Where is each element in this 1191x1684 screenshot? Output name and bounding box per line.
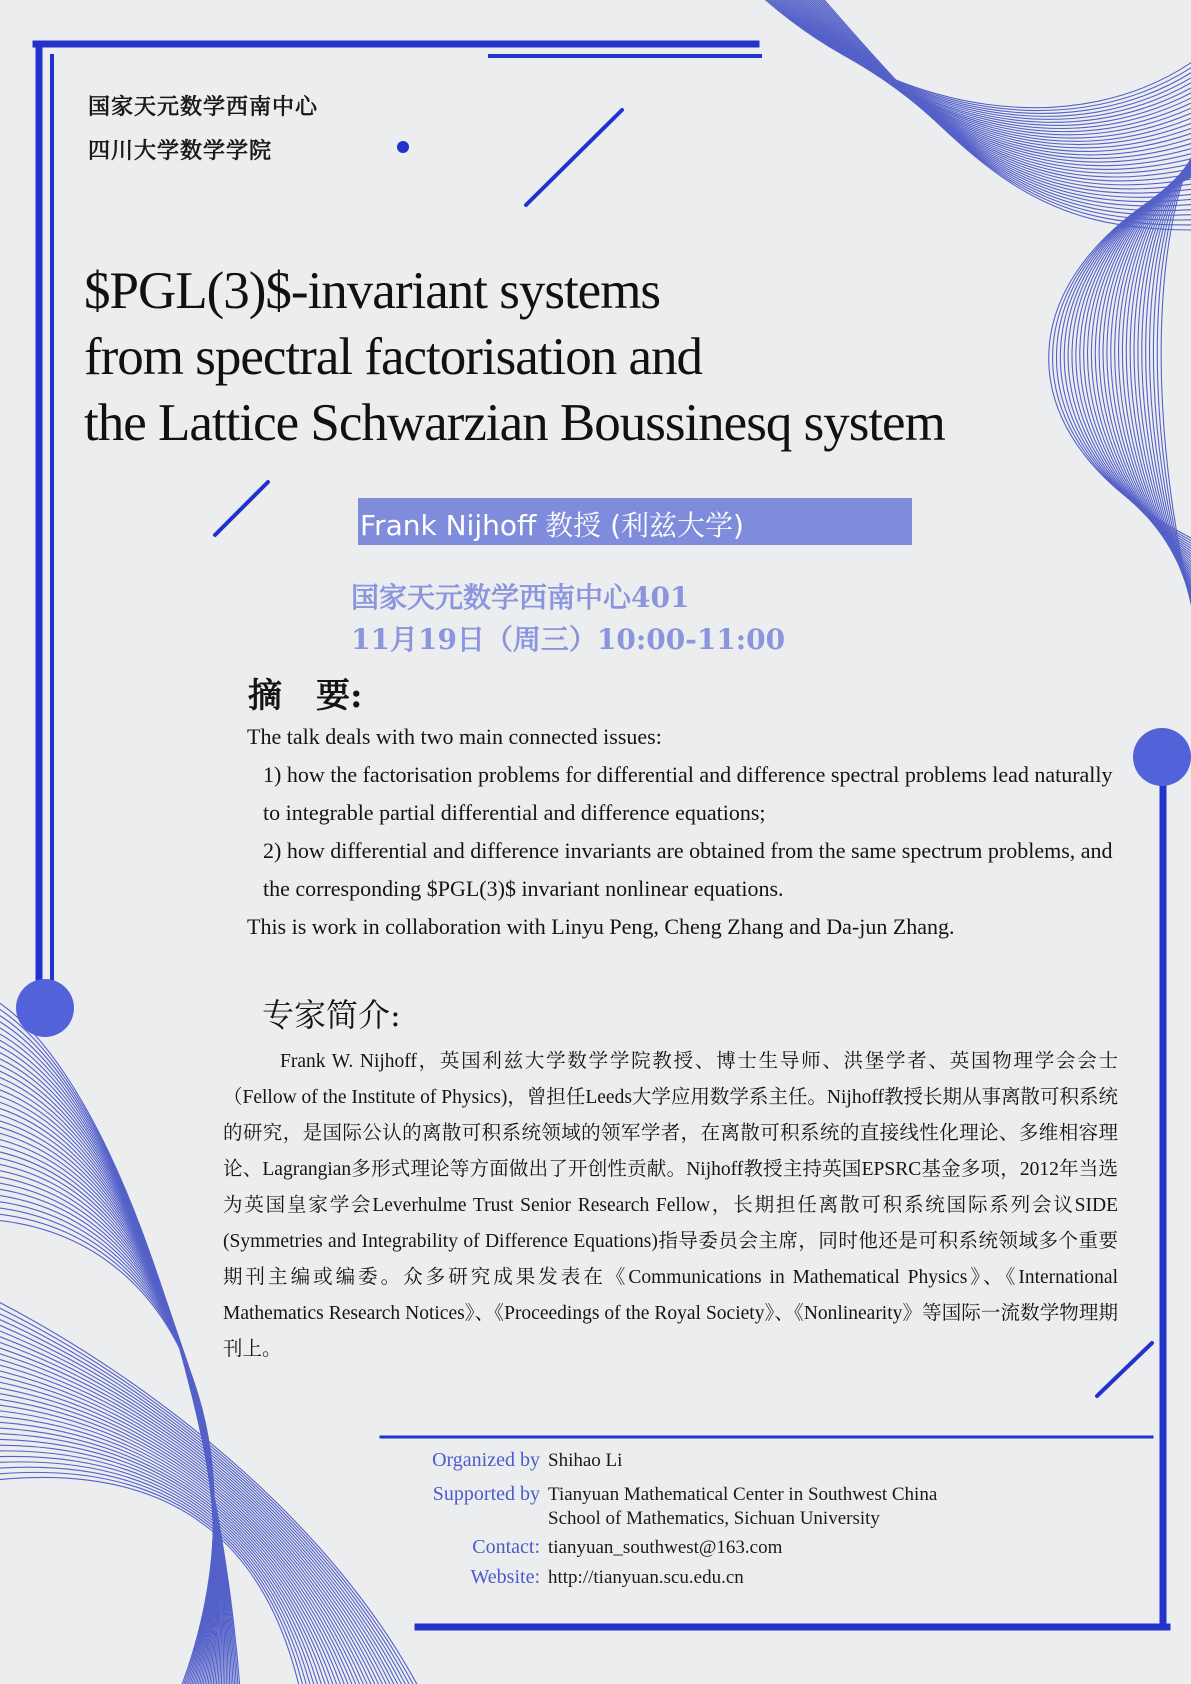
speaker-name: Frank Nijhoff 教授 (利兹大学) — [360, 509, 744, 542]
title-line-3: the Lattice Schwarzian Boussinesq system — [84, 394, 945, 452]
contact-email[interactable]: tianyuan_southwest@163.com — [548, 1537, 783, 1558]
abstract-body — [247, 718, 1117, 946]
supported-by-value-1: Tianyuan Mathematical Center in Southwest China — [548, 1484, 938, 1505]
website-label: Website: — [470, 1566, 540, 1588]
accent-dash-top — [526, 110, 622, 205]
accent-dash-left — [215, 482, 268, 535]
decorative-curve — [796, 0, 1191, 173]
decorative-curve — [809, 0, 1191, 202]
decorative-curve — [0, 1405, 350, 1684]
abstract-line: 2) how differential and difference invariants are obtained from the same spectrum problems, and the corresponding $PGL(3)$ invariant nonlinear equations. — [263, 838, 1113, 901]
decorative-curve — [0, 1006, 238, 1684]
accent-circle-right — [1133, 728, 1191, 786]
decorative-curve — [0, 1399, 354, 1684]
decorative-curve — [0, 1195, 213, 1684]
decorative-curve — [0, 1170, 213, 1684]
decorative-curve — [0, 1044, 228, 1684]
institution-name-1: 国家天元数学西南中心 — [88, 94, 319, 120]
decorative-curve — [0, 1050, 226, 1684]
decorative-curve — [0, 1025, 233, 1684]
decorative-curve — [800, 0, 1191, 181]
title-line-1: $PGL(3)$-invariant systems — [84, 262, 661, 320]
website-link[interactable]: http://tianyuan.scu.edu.cn — [548, 1567, 744, 1588]
bio-body — [223, 1044, 1118, 1368]
decorative-curve — [0, 1393, 358, 1684]
abstract-line: The talk deals with two main connected issues: — [247, 724, 662, 749]
decorative-curve — [818, 0, 1191, 225]
decorative-curve — [0, 1013, 237, 1684]
decorative-curve — [0, 1352, 385, 1684]
talk-venue: 国家天元数学西南中心401 — [351, 581, 690, 614]
accent-circle-left — [16, 979, 74, 1037]
decorative-curve — [816, 0, 1191, 220]
talk-title — [84, 258, 1074, 456]
decorative-curve — [0, 1472, 304, 1684]
decorative-curve — [0, 1370, 374, 1684]
bio-heading: 专家简介: — [262, 996, 401, 1034]
organized-by-value: Shihao Li — [548, 1450, 623, 1471]
decorative-curve — [0, 1410, 346, 1684]
decorative-curve — [0, 1119, 215, 1684]
abstract-line: This is work in collaboration with Linyu Peng, Cheng Zhang and Da-jun Zhang. — [247, 914, 955, 939]
supported-by-value-2: School of Mathematics, Sichuan University — [548, 1508, 880, 1529]
decorative-curve — [815, 0, 1191, 215]
decorative-curve — [813, 0, 1191, 211]
accent-dot — [397, 141, 409, 153]
decorative-curve — [0, 1163, 213, 1684]
institution-name-2: 四川大学数学学院 — [88, 138, 273, 164]
bio-text: Frank W. Nijhoff，英国利兹大学数学学院教授、博士生导师、洪堡学者、英国物理学会会士（Fellow of the Institute of Physics)，曾担任Leeds大学应用数学系主任。Nijhoff教授长期从事离散可积系统的研究，是国际公认的离散可积系统领域的领军学者，在离散可积系统的直接线性化理论、多维相容理论、Lagrangian多形式理论等方面做出了开创性贡献。Nijhoff教授主持英国EPSRC基金多项，2012年当选为英国皇家学会Leverhulme Trust Senior Research Fellow，长期担任离散可积系统国际系列会议SIDE (Symmetries and Integrability of Difference Equations)指导委员会主席，同时他还是可积系统领域多个重要期刊主编或编委。众多研究成果发表在《Communications in Mathematical Physics》、《International Mathematics Research Notices》、《Proceedings of the Royal Society》、《Nonlinearity》等国际一流数学物理期刊上。 — [223, 1051, 1118, 1360]
supported-by-label: Supported by — [432, 1483, 540, 1505]
organized-by-label: Organized by — [432, 1449, 540, 1471]
decorative-curve — [1076, 169, 1191, 559]
decorative-curve — [0, 1113, 216, 1684]
speaker-banner — [358, 498, 912, 545]
abstract-line: 1) how the factorisation problems for differential and difference spectral problems lead naturally to integrable partial differential and difference equations; — [263, 762, 1113, 825]
abstract-heading: 摘 要: — [248, 676, 363, 716]
decorative-curve — [0, 1031, 231, 1684]
talk-time: 11月19日（周三）10:00-11:00 — [351, 623, 786, 656]
title-line-2: from spectral factorisation and — [84, 328, 702, 386]
decorative-curve — [793, 0, 1191, 166]
contact-label: Contact: — [472, 1536, 540, 1558]
decorative-curve — [798, 0, 1191, 177]
